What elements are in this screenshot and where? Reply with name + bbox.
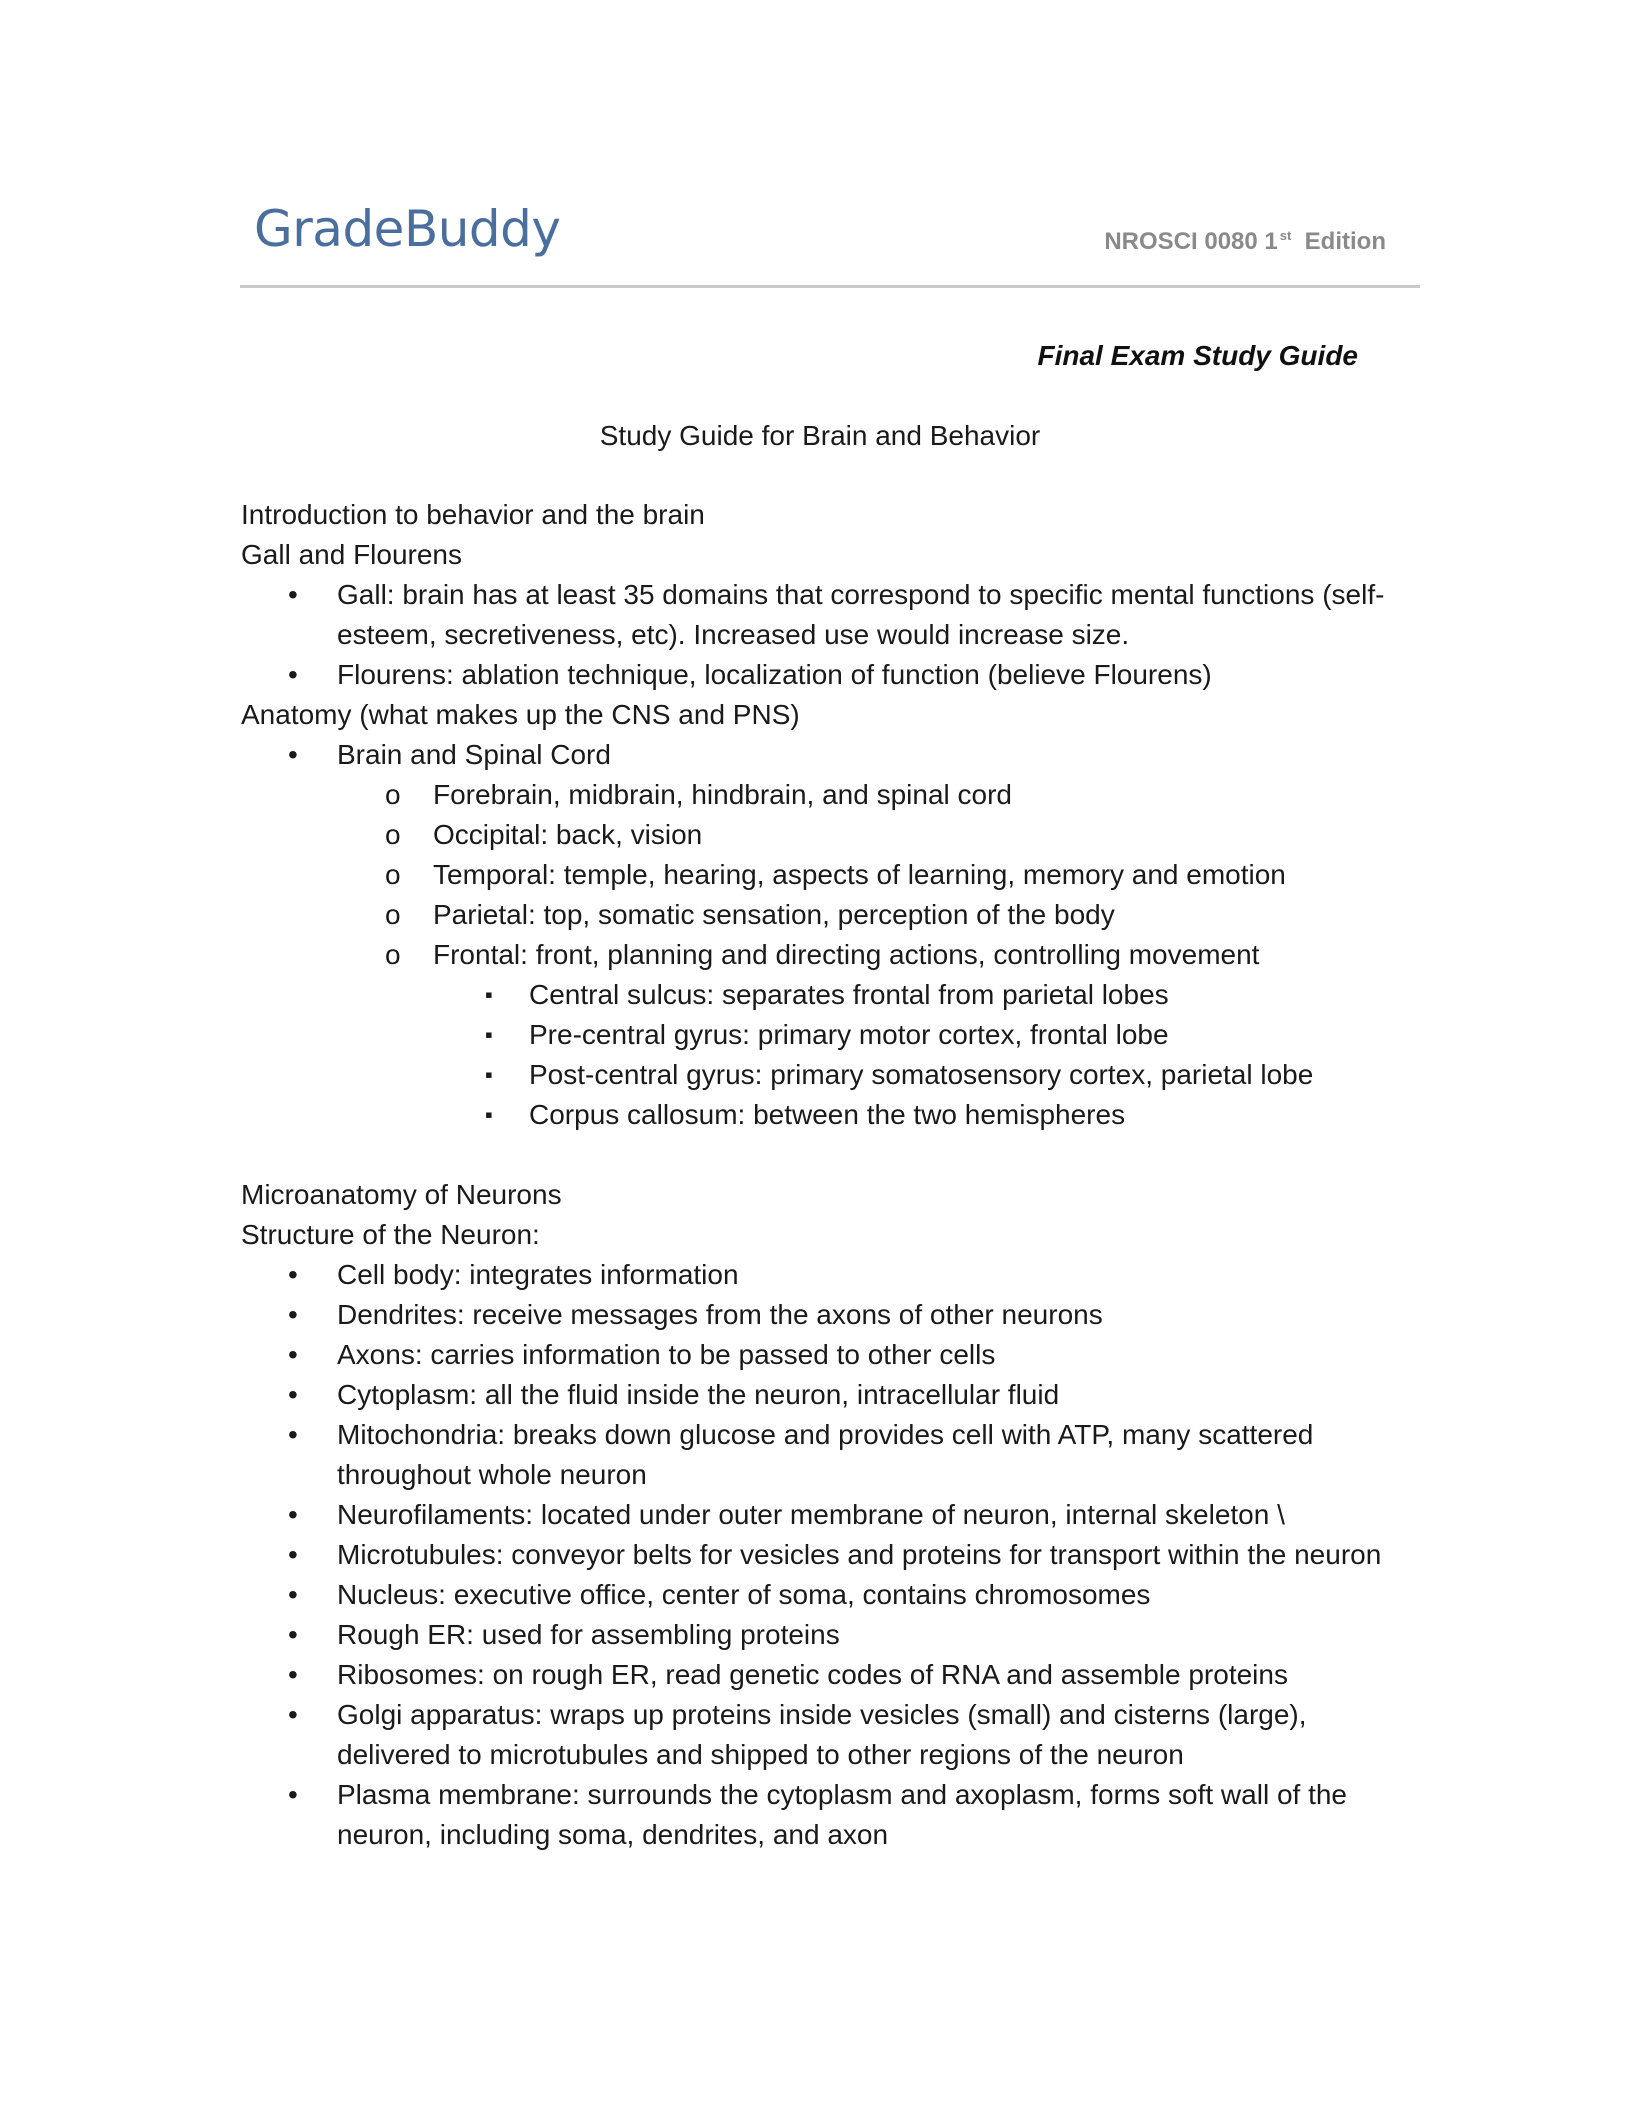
gall-flourens-list	[241, 575, 1391, 695]
list-item	[241, 775, 1391, 815]
list-item-text: Central sulcus: separates frontal from parietal lobes	[529, 979, 1169, 1010]
bullet-icon: •	[288, 1579, 298, 1610]
bullet-icon: •	[288, 1299, 298, 1330]
course-code: NROSCI 0080 1	[1104, 228, 1278, 255]
page-subtitle: Study Guide for Brain and Behavior	[599, 420, 1041, 451]
list-item	[241, 1255, 1391, 1295]
list-item-text: Temporal: temple, hearing, aspects of learning, memory and emotion	[433, 859, 1286, 890]
list-item	[241, 1015, 1391, 1055]
list-item-text: Dendrites: receive messages from the axons of other neurons	[337, 1299, 1103, 1330]
list-item	[241, 1095, 1391, 1135]
list-item	[241, 1495, 1391, 1535]
section-heading-anatomy: Anatomy (what makes up the CNS and PNS)	[241, 699, 800, 730]
list-item-text: Forebrain, midbrain, hindbrain, and spinal cord	[433, 779, 1012, 810]
list-item-text: Microtubules: conveyor belts for vesicles and proteins for transport within the neuron	[337, 1539, 1382, 1570]
list-item	[241, 655, 1391, 695]
circle-bullet-icon: o	[385, 899, 401, 930]
list-item-text: Frontal: front, planning and directing actions, controlling movement	[433, 939, 1260, 970]
frontal-sublist	[241, 975, 1391, 1135]
list-item	[241, 1415, 1391, 1495]
list-item-text: Axons: carries information to be passed to other cells	[337, 1339, 996, 1370]
list-item	[241, 895, 1391, 935]
section-spacer	[241, 1135, 1391, 1175]
list-item	[241, 1295, 1391, 1335]
list-item-text: Parietal: top, somatic sensation, perception of the body	[433, 899, 1115, 930]
page-title: Final Exam Study Guide	[1037, 340, 1358, 371]
list-item-text: Flourens: ablation technique, localization of function (believe Flourens)	[337, 659, 1212, 690]
list-item	[241, 575, 1391, 655]
list-item-text: Pre-central gyrus: primary motor cortex, frontal lobe	[529, 1019, 1169, 1050]
list-item-text: Gall: brain has at least 35 domains that correspond to specific mental functions (self-esteem, secretiveness, etc). Increased use would increase size.	[337, 579, 1385, 650]
list-item-text: Cell body: integrates information	[337, 1259, 739, 1290]
list-item-text: Brain and Spinal Cord	[337, 739, 611, 770]
edition-superscript: st	[1279, 228, 1292, 243]
bullet-icon: •	[288, 1659, 298, 1690]
list-item-text: Golgi apparatus: wraps up proteins inside vesicles (small) and cisterns (large), delivered to microtubules and shipped to other regions of the neuron	[337, 1699, 1307, 1770]
bullet-icon: •	[288, 659, 298, 690]
course-edition	[1104, 228, 1386, 256]
list-item-text: Nucleus: executive office, center of soma, contains chromosomes	[337, 1579, 1151, 1610]
bullet-icon: •	[288, 739, 298, 770]
list-item	[241, 1655, 1391, 1695]
list-item	[241, 735, 1391, 775]
list-item	[241, 1695, 1391, 1775]
square-bullet-icon: ▪	[485, 982, 493, 1007]
list-item	[241, 935, 1391, 975]
bullet-icon: •	[288, 1779, 298, 1810]
list-item	[241, 1775, 1391, 1855]
square-bullet-icon: ▪	[485, 1022, 493, 1047]
list-item	[241, 855, 1391, 895]
neuron-structure-list	[241, 1255, 1391, 1855]
list-item-text: Neurofilaments: located under outer membrane of neuron, internal skeleton \	[337, 1499, 1285, 1530]
guide-content	[241, 495, 1391, 1855]
circle-bullet-icon: o	[385, 779, 401, 810]
section-heading-gall-flourens: Gall and Flourens	[241, 539, 463, 570]
square-bullet-icon: ▪	[485, 1062, 493, 1087]
bullet-icon: •	[288, 579, 298, 610]
bullet-icon: •	[288, 1539, 298, 1570]
list-item-text: Plasma membrane: surrounds the cytoplasm and axoplasm, forms soft wall of the neuron, including soma, dendrites, and axon	[337, 1779, 1347, 1850]
section-heading-structure: Structure of the Neuron:	[241, 1219, 540, 1250]
header-divider	[240, 285, 1420, 288]
gradebuddy-logo: GradeBuddy	[254, 200, 561, 258]
section-heading-microanatomy: Microanatomy of Neurons	[241, 1179, 562, 1210]
list-item	[241, 1535, 1391, 1575]
list-item-text: Cytoplasm: all the fluid inside the neuron, intracellular fluid	[337, 1379, 1060, 1410]
bullet-icon: •	[288, 1339, 298, 1370]
edition-word: Edition	[1304, 228, 1386, 255]
list-item	[241, 1575, 1391, 1615]
anatomy-sublist	[241, 775, 1391, 975]
square-bullet-icon: ▪	[485, 1102, 493, 1127]
circle-bullet-icon: o	[385, 859, 401, 890]
bullet-icon: •	[288, 1619, 298, 1650]
list-item-text: Mitochondria: breaks down glucose and provides cell with ATP, many scattered throughout whole neuron	[337, 1419, 1314, 1490]
list-item	[241, 1055, 1391, 1095]
section-heading-intro: Introduction to behavior and the brain	[241, 499, 705, 530]
anatomy-list	[241, 735, 1391, 775]
list-item-text: Ribosomes: on rough ER, read genetic codes of RNA and assemble proteins	[337, 1659, 1288, 1690]
list-item-text: Corpus callosum: between the two hemispheres	[529, 1099, 1126, 1130]
bullet-icon: •	[288, 1379, 298, 1410]
list-item	[241, 1335, 1391, 1375]
circle-bullet-icon: o	[385, 939, 401, 970]
list-item-text: Occipital: back, vision	[433, 819, 703, 850]
bullet-icon: •	[288, 1259, 298, 1290]
bullet-icon: •	[288, 1419, 298, 1450]
bullet-icon: •	[288, 1499, 298, 1530]
list-item	[241, 975, 1391, 1015]
bullet-icon: •	[288, 1699, 298, 1730]
list-item	[241, 1375, 1391, 1415]
list-item-text: Post-central gyrus: primary somatosensory cortex, parietal lobe	[529, 1059, 1314, 1090]
list-item	[241, 815, 1391, 855]
list-item	[241, 1615, 1391, 1655]
list-item-text: Rough ER: used for assembling proteins	[337, 1619, 840, 1650]
circle-bullet-icon: o	[385, 819, 401, 850]
